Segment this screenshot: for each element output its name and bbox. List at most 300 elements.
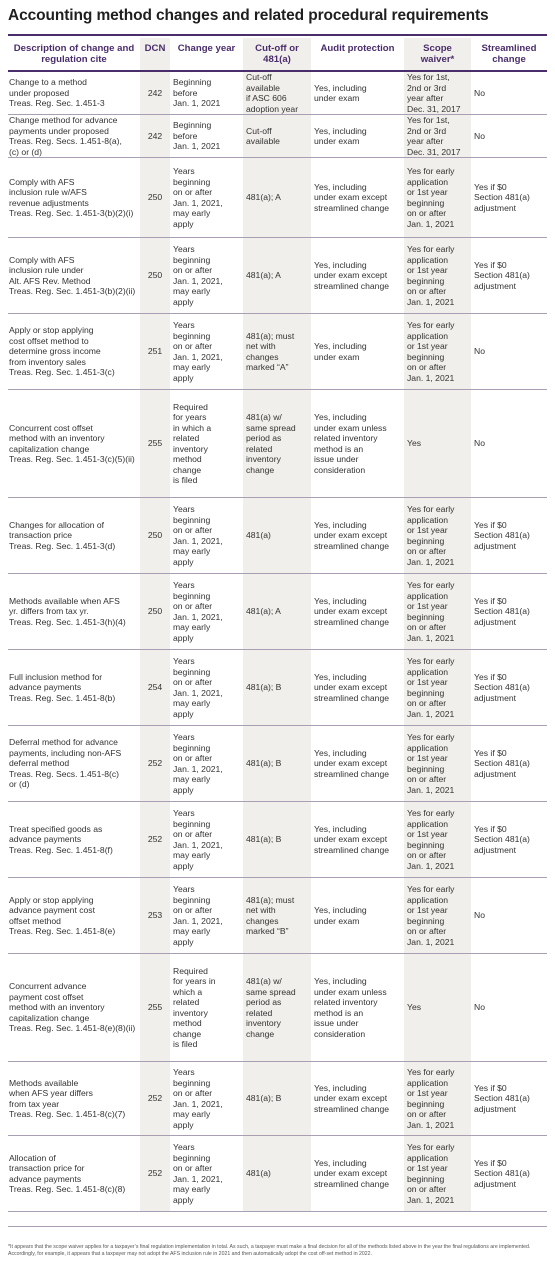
streamlined-line: adjustment <box>474 616 517 627</box>
streamlined-line: Section 481(a) <box>474 530 530 541</box>
change-year-line: may early <box>173 926 211 936</box>
description-line: Comply with AFS <box>9 176 75 187</box>
description-line: Apply or stop applying <box>9 894 94 905</box>
scope-waiver-line: application <box>407 894 449 905</box>
table-row <box>8 954 547 1062</box>
change-year-line: Jan. 1, 2021, <box>173 915 223 926</box>
cell-scope-waiver <box>404 1136 471 1212</box>
cell-streamlined <box>471 574 547 650</box>
description-line: Treas. Reg. Sec. 1.451-8(e)(8)(ii) <box>9 1023 136 1034</box>
description-line: Allocation of <box>9 1152 56 1163</box>
cell-dcn <box>140 115 170 158</box>
cell-cutoff <box>243 71 311 115</box>
change-year-line: Jan. 1, 2021, <box>173 687 223 698</box>
cell-change-year <box>170 390 243 498</box>
cutoff-line: 481(a); B <box>246 834 282 845</box>
cell-dcn <box>140 878 170 954</box>
description-line: yr. differs from tax yr. <box>9 606 89 617</box>
streamlined-line: Yes if $0 <box>474 747 507 758</box>
scope-waiver-line: Jan. 1, 2021 <box>407 708 455 719</box>
streamlined-line: Yes if $0 <box>474 1157 507 1168</box>
cutoff-line: adoption year <box>246 103 299 114</box>
change-year-line: Years <box>173 580 195 590</box>
cell-scope-waiver <box>404 238 471 314</box>
streamlined-line: Section 481(a) <box>474 192 530 203</box>
description-line: from inventory sales <box>9 356 86 367</box>
streamlined-line: No <box>474 130 485 141</box>
change-year-line: related <box>173 433 200 443</box>
scope-waiver-line: Jan. 1, 2021 <box>407 296 455 307</box>
cell-description <box>8 498 140 574</box>
cutoff-line: Cut-off <box>246 125 272 136</box>
streamlined-line: adjustment <box>474 692 517 703</box>
cutoff-line: marked “A” <box>246 362 289 372</box>
cell-scope-waiver <box>404 390 471 498</box>
scope-waiver-line: Jan. 1, 2021 <box>407 1194 455 1205</box>
cell-dcn <box>140 1136 170 1212</box>
audit-protection-line: streamlined change <box>314 616 390 627</box>
change-year-line: Beginning <box>173 120 212 131</box>
description-line: transaction price for <box>9 1163 85 1173</box>
description-line: or (d) <box>9 779 30 790</box>
description-line: advance payment cost <box>9 905 95 915</box>
change-year-line: Jan. 1, 2021, <box>173 1173 223 1184</box>
cell-scope-waiver <box>404 802 471 878</box>
description-line: Treas. Reg. Sec. 1.451-3(b)(2)(i) <box>9 208 134 218</box>
streamlined-line: No <box>474 87 485 98</box>
audit-protection-line: under exam except <box>314 1168 388 1179</box>
description-line: from tax year <box>9 1098 60 1109</box>
cell-description <box>8 158 140 238</box>
col-header-description: Description of change and regulation cite <box>8 38 140 71</box>
audit-protection-line: streamlined change <box>314 280 390 291</box>
cell-change-year <box>170 1062 243 1136</box>
cutoff-line: if ASC 606 <box>246 93 287 103</box>
description-line: Treas. Reg. Sec. 1.451-3(c)(5)(ii) <box>9 454 135 464</box>
change-year-line: may early <box>173 774 211 784</box>
scope-waiver-line: or 1st year <box>407 265 448 275</box>
page-title: Accounting method changes and related procedural requirements <box>8 7 489 24</box>
dcn-value: 250 <box>147 192 163 203</box>
streamlined-line: Yes if $0 <box>474 823 507 834</box>
change-year-line: Required <box>173 401 208 412</box>
description-line: Treas. Reg. Sec. 1.451-3 <box>9 98 105 109</box>
description-line: Treas. Reg. Sec. 1.451-3(d) <box>9 540 116 551</box>
audit-protection-line: Yes, including <box>314 519 367 530</box>
cell-change-year <box>170 574 243 650</box>
change-year-line: on or after <box>173 341 213 351</box>
scope-waiver-line: application <box>407 1152 449 1163</box>
table-row <box>8 158 547 238</box>
description-line: determine gross income <box>9 346 101 357</box>
change-year-line: method <box>173 454 202 464</box>
scope-waiver-line: beginning <box>407 1173 445 1184</box>
audit-protection-line: Yes, including <box>314 671 367 682</box>
cutoff-line: 481(a); A <box>246 606 281 617</box>
scope-waiver-line: Yes <box>407 1002 422 1013</box>
streamlined-line: Section 481(a) <box>474 758 530 769</box>
cell-cutoff <box>243 726 311 802</box>
audit-protection-line: Yes, including <box>314 823 367 834</box>
scope-waiver-line: or 1st year <box>407 525 448 535</box>
dcn-value: 252 <box>147 1168 163 1179</box>
cell-streamlined <box>471 71 547 115</box>
description-line: Change to a method <box>9 77 87 88</box>
cutoff-line: related <box>246 1007 273 1018</box>
cutoff-line: 481(a); B <box>246 1093 282 1104</box>
scope-waiver-line: Yes <box>407 438 422 449</box>
scope-waiver-line: beginning <box>407 535 445 546</box>
audit-protection-line: streamlined change <box>314 768 390 779</box>
audit-protection-line: Yes, including <box>314 905 367 915</box>
change-year-line: may early <box>173 362 211 372</box>
cell-streamlined <box>471 650 547 726</box>
audit-protection-line: under exam unless <box>314 986 387 997</box>
cutoff-line: changes <box>246 351 279 362</box>
cutoff-line: inventory <box>246 1018 281 1028</box>
cell-cutoff <box>243 238 311 314</box>
scope-waiver-line: on or after <box>407 208 447 218</box>
table-row <box>8 726 547 802</box>
cell-streamlined <box>471 1062 547 1136</box>
cutoff-line: 481(a); A <box>246 270 281 281</box>
scope-waiver-line: application <box>407 254 449 265</box>
footnote-rule <box>8 1226 547 1227</box>
change-year-line: for years in <box>173 976 216 986</box>
audit-protection-line: under exam <box>314 351 360 362</box>
change-year-line: Years <box>173 808 195 818</box>
cell-dcn <box>140 954 170 1062</box>
change-year-line: beginning <box>173 742 211 753</box>
audit-protection-line: streamlined change <box>314 1103 390 1114</box>
cell-description <box>8 574 140 650</box>
change-year-line: Jan. 1, 2021, <box>173 611 223 622</box>
change-year-line: beginning <box>173 330 211 341</box>
table-row <box>8 1136 547 1212</box>
cell-streamlined <box>471 726 547 802</box>
description-line: Methods available when AFS <box>9 595 120 606</box>
cell-audit-protection <box>311 390 404 498</box>
footnote: *It appears that the scope waiver applies for a taxpayer’s final regulation implementation in total. As such, a taxpayer must make a final decision for all of the methods listed above in the year the final regulations are implemented. Accordingly, for example, it appears that a taxpayer may not adopt the AFS inclusion rule in 2021 and then automatically adopt the cost off-set method in 2022. <box>8 1244 531 1257</box>
audit-protection-line: Yes, including <box>314 125 367 136</box>
change-year-line: apply <box>173 556 194 567</box>
scope-waiver-line: beginning <box>407 839 445 850</box>
scope-waiver-line: on or after <box>407 926 447 936</box>
description-line: method with an inventory <box>9 433 105 443</box>
dcn-value: 252 <box>147 834 163 845</box>
cell-audit-protection <box>311 498 404 574</box>
cell-dcn <box>140 71 170 115</box>
col-header-scope-waiver: Scope waiver* <box>404 38 471 71</box>
cell-streamlined <box>471 238 547 314</box>
scope-waiver-line: Dec. 31, 2017 <box>407 103 461 114</box>
cutoff-line: 481(a); must <box>246 894 295 905</box>
dcn-value: 253 <box>147 910 163 921</box>
dcn-value: 250 <box>147 606 163 617</box>
scope-waiver-line: Yes for early <box>407 732 455 742</box>
cell-cutoff <box>243 650 311 726</box>
cutoff-line: net with <box>246 905 276 915</box>
scope-waiver-line: on or after <box>407 774 447 784</box>
description-line: Treas. Reg. Sec. 1.451-8(c)(7) <box>9 1109 126 1119</box>
table-row <box>8 650 547 726</box>
change-year-line: inventory <box>173 1007 208 1018</box>
scope-waiver-line: on or after <box>407 1109 447 1119</box>
change-year-line: Beginning <box>173 77 212 88</box>
description-line: payments, including non-AFS <box>9 747 122 758</box>
scope-waiver-line: or 1st year <box>407 829 448 839</box>
scope-waiver-line: Yes for 1st, <box>407 115 450 125</box>
cutoff-line: change <box>246 1028 275 1039</box>
cell-scope-waiver <box>404 650 471 726</box>
cell-dcn <box>140 574 170 650</box>
audit-protection-line: under exam unless <box>314 422 387 433</box>
audit-protection-line: Yes, including <box>314 1157 367 1168</box>
cell-cutoff <box>243 314 311 390</box>
cutoff-line: period as <box>246 433 282 443</box>
change-year-line: before <box>173 130 198 141</box>
change-year-line: Years <box>173 884 195 894</box>
change-year-line: apply <box>173 296 194 307</box>
cell-scope-waiver <box>404 115 471 158</box>
cell-scope-waiver <box>404 498 471 574</box>
scope-waiver-line: Jan. 1, 2021 <box>407 632 455 643</box>
cell-description <box>8 314 140 390</box>
audit-protection-line: related inventory <box>314 433 378 443</box>
change-year-line: Jan. 1, 2021 <box>173 141 221 152</box>
cell-dcn <box>140 238 170 314</box>
change-year-line: Years <box>173 732 195 742</box>
streamlined-line: Yes if $0 <box>474 519 507 530</box>
change-year-line: on or after <box>173 829 213 839</box>
cell-audit-protection <box>311 238 404 314</box>
cell-scope-waiver <box>404 954 471 1062</box>
change-year-line: beginning <box>173 818 211 829</box>
cell-dcn <box>140 158 170 238</box>
streamlined-line: No <box>474 910 485 921</box>
change-year-line: on or after <box>173 525 213 535</box>
cell-change-year <box>170 238 243 314</box>
scope-waiver-line: beginning <box>407 197 445 208</box>
scope-waiver-line: Dec. 31, 2017 <box>407 146 461 157</box>
scope-waiver-line: 2nd or 3rd <box>407 82 447 93</box>
scope-waiver-line: Yes for early <box>407 1067 455 1077</box>
streamlined-line: adjustment <box>474 202 517 213</box>
scope-waiver-line: or 1st year <box>407 341 448 351</box>
description-line: capitalization change <box>9 1012 90 1023</box>
description-line: Treas. Reg. Sec. 1.451-8(c)(8) <box>9 1184 126 1194</box>
cell-audit-protection <box>311 314 404 390</box>
streamlined-line: Yes if $0 <box>474 671 507 682</box>
table-body <box>8 71 547 1212</box>
change-year-line: change <box>173 464 202 475</box>
change-year-line: Jan. 1, 2021, <box>173 197 223 208</box>
col-header-streamlined: Streamlined change <box>471 38 547 71</box>
change-year-line: apply <box>173 784 194 795</box>
cell-description <box>8 954 140 1062</box>
dcn-value: 254 <box>147 682 163 693</box>
cell-audit-protection <box>311 158 404 238</box>
audit-protection-line: Yes, including <box>314 595 367 606</box>
change-year-line: Years <box>173 504 195 514</box>
scope-waiver-line: on or after <box>407 1184 447 1194</box>
table-row <box>8 314 547 390</box>
scope-waiver-line: on or after <box>407 546 447 556</box>
audit-protection-line: Yes, including <box>314 747 367 758</box>
cell-scope-waiver <box>404 158 471 238</box>
cell-scope-waiver <box>404 574 471 650</box>
scope-waiver-line: or 1st year <box>407 905 448 915</box>
table-row <box>8 390 547 498</box>
audit-protection-line: under exam <box>314 136 360 146</box>
cell-change-year <box>170 314 243 390</box>
cell-audit-protection <box>311 115 404 158</box>
audit-protection-line: under exam except <box>314 192 388 203</box>
scope-waiver-line: Yes for early <box>407 166 455 176</box>
audit-protection-line: under exam except <box>314 606 388 617</box>
cell-cutoff <box>243 390 311 498</box>
streamlined-line: Section 481(a) <box>474 682 530 693</box>
audit-protection-line: streamlined change <box>314 844 390 855</box>
col-header-cutoff: Cut-off or 481(a) <box>243 38 311 71</box>
cell-description <box>8 390 140 498</box>
change-year-line: change <box>173 1028 202 1039</box>
change-year-line: beginning <box>173 666 211 677</box>
change-year-line: apply <box>173 218 194 229</box>
change-year-line: beginning <box>173 894 211 905</box>
cell-audit-protection <box>311 878 404 954</box>
change-year-line: may early <box>173 698 211 708</box>
description-line: payment cost offset <box>9 991 84 1002</box>
dcn-value: 252 <box>147 758 163 769</box>
description-line: Full inclusion method for <box>9 671 103 682</box>
scope-waiver-line: 2nd or 3rd <box>407 125 447 136</box>
scope-waiver-line: beginning <box>407 1098 445 1109</box>
streamlined-line: Yes if $0 <box>474 595 507 606</box>
cell-change-year <box>170 1136 243 1212</box>
scope-waiver-line: or 1st year <box>407 1163 448 1173</box>
requirements-table <box>8 38 547 1212</box>
cell-description <box>8 1136 140 1212</box>
change-year-line: Jan. 1, 2021, <box>173 275 223 286</box>
description-line: payments under proposed <box>9 125 109 136</box>
scope-waiver-line: beginning <box>407 351 445 362</box>
scope-waiver-line: on or after <box>407 286 447 296</box>
cell-streamlined <box>471 878 547 954</box>
description-line: revenue adjustments <box>9 197 89 208</box>
description-line: Apply or stop applying <box>9 325 94 336</box>
streamlined-line: Yes if $0 <box>474 259 507 270</box>
cutoff-line: 481(a) w/ <box>246 976 282 986</box>
audit-protection-line: under exam <box>314 915 360 926</box>
streamlined-line: No <box>474 346 485 357</box>
cutoff-line: inventory <box>246 454 281 464</box>
scope-waiver-line: year after <box>407 136 444 146</box>
cell-description <box>8 71 140 115</box>
col-header-audit-protection: Audit protection <box>311 38 404 71</box>
description-line: transaction price <box>9 530 73 541</box>
scope-waiver-line: Jan. 1, 2021 <box>407 556 455 567</box>
scope-waiver-line: on or after <box>407 850 447 860</box>
description-line: Treas. Reg. Secs. 1.451-8(a), <box>9 136 122 146</box>
cell-audit-protection <box>311 574 404 650</box>
cutoff-line: period as <box>246 997 282 1007</box>
streamlined-line: adjustment <box>474 768 517 779</box>
scope-waiver-line: Yes for early <box>407 504 455 514</box>
change-year-line: is filed <box>173 1039 198 1049</box>
scope-waiver-line: application <box>407 742 449 753</box>
change-year-line: may early <box>173 1184 211 1194</box>
description-line: method with an inventory <box>9 1002 105 1013</box>
title-rule <box>8 34 547 36</box>
dcn-value: 250 <box>147 530 163 541</box>
cell-cutoff <box>243 1136 311 1212</box>
cutoff-line: 481(a); B <box>246 682 282 693</box>
streamlined-line: adjustment <box>474 1178 517 1189</box>
cutoff-line: available <box>246 136 280 146</box>
change-year-line: on or after <box>173 753 213 763</box>
audit-protection-line: Yes, including <box>314 259 367 270</box>
cell-streamlined <box>471 314 547 390</box>
scope-waiver-line: Yes for early <box>407 1142 455 1152</box>
streamlined-line: adjustment <box>474 540 517 551</box>
scope-waiver-line: application <box>407 1077 449 1088</box>
scope-waiver-line: Yes for early <box>407 320 455 330</box>
change-year-line: apply <box>173 632 194 643</box>
cell-scope-waiver <box>404 314 471 390</box>
cell-audit-protection <box>311 954 404 1062</box>
scope-waiver-line: Jan. 1, 2021 <box>407 936 455 947</box>
audit-protection-line: method is an <box>314 1007 364 1018</box>
scope-waiver-line: Jan. 1, 2021 <box>407 372 455 383</box>
change-year-line: related <box>173 997 200 1007</box>
audit-protection-line: Yes, including <box>314 341 367 351</box>
cell-description <box>8 238 140 314</box>
change-year-line: may early <box>173 850 211 860</box>
change-year-line: inventory <box>173 443 208 454</box>
description-line: cost offset method to <box>9 335 89 346</box>
change-year-line: on or after <box>173 905 213 915</box>
scope-waiver-line: application <box>407 590 449 601</box>
change-year-line: may early <box>173 286 211 296</box>
change-year-line: Years <box>173 320 195 330</box>
change-year-line: beginning <box>173 1077 211 1088</box>
cutoff-line: available <box>246 82 280 93</box>
description-line: Concurrent advance <box>9 981 87 992</box>
streamlined-line: Section 481(a) <box>474 606 530 617</box>
cell-cutoff <box>243 954 311 1062</box>
description-line: (c) or (d) <box>9 146 42 157</box>
audit-protection-line: streamlined change <box>314 1178 390 1189</box>
scope-waiver-line: or 1st year <box>407 677 448 687</box>
cell-audit-protection <box>311 1136 404 1212</box>
change-year-line: on or after <box>173 601 213 611</box>
cell-change-year <box>170 158 243 238</box>
dcn-value: 252 <box>147 1093 163 1104</box>
cell-dcn <box>140 726 170 802</box>
description-line: Change method for advance <box>9 115 118 125</box>
scope-waiver-line: application <box>407 330 449 341</box>
change-year-line: apply <box>173 936 194 947</box>
audit-protection-line: streamlined change <box>314 540 390 551</box>
table-row <box>8 498 547 574</box>
cell-dcn <box>140 314 170 390</box>
scope-waiver-line: or 1st year <box>407 601 448 611</box>
cell-cutoff <box>243 115 311 158</box>
cell-streamlined <box>471 802 547 878</box>
streamlined-line: No <box>474 438 485 449</box>
scope-waiver-line: beginning <box>407 275 445 286</box>
